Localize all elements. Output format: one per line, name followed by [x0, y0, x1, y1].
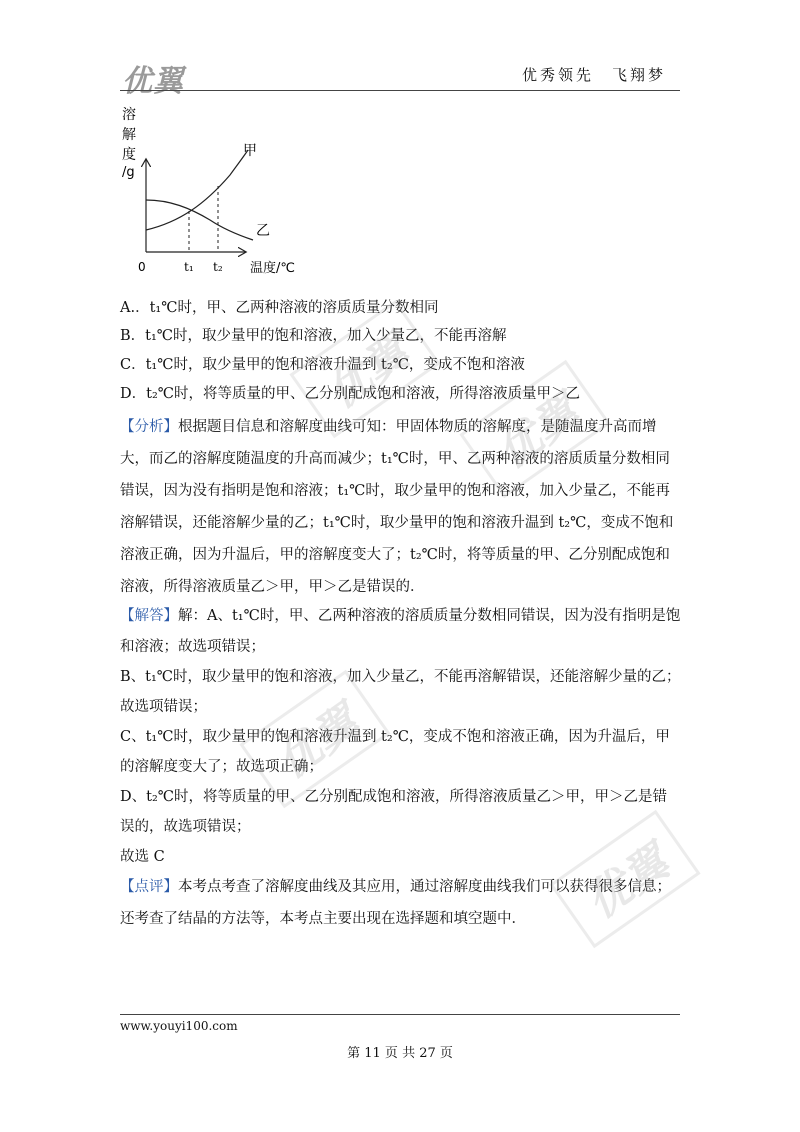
solubility-graph [110, 100, 310, 285]
analysis-line: 溶液，所得溶液质量乙＞甲，甲＞乙是错误的． [120, 579, 425, 595]
origin-label: 0 [138, 260, 146, 274]
answer-tag: 【解答】 [120, 608, 178, 624]
answer-line: 和溶液；故选项错误； [120, 639, 265, 655]
slogan: 优秀领先 飞翔梦 [522, 66, 667, 84]
comment-tag: 【点评】 [120, 879, 178, 895]
option-c: C．t₁℃时，取少量甲的饱和溶液升温到 t₂℃，变成不饱和溶液 [120, 357, 525, 373]
answer-line: B、t₁℃时，取少量甲的饱和溶液，加入少量乙，不能再溶解错误，还能溶解少量的乙； [120, 669, 681, 685]
comment-line: 【点评】本考点考查了溶解度曲线及其应用，通过溶解度曲线我们可以获得很多信息； [120, 879, 671, 895]
y-axis-label-3: 度 [122, 147, 136, 163]
answer-line: 误的，故选项错误； [120, 819, 251, 835]
analysis-line: 【分析】根据题目信息和溶解度曲线可知：甲固体物质的溶解度，是随温度升高而增 [120, 419, 657, 435]
option-b: B．t₁℃时，取少量甲的饱和溶液，加入少量乙，不能再溶解 [120, 328, 507, 344]
y-axis-label-4: /g [122, 165, 135, 180]
y-axis-label-2: 解 [122, 127, 136, 143]
series-label-jia: 甲 [243, 143, 257, 159]
answer-line: 故选项错误； [120, 699, 207, 715]
watermark-stamp: 优翼 [459, 360, 610, 498]
watermark-stamp: 优翼 [239, 670, 390, 808]
option-a: A.．t₁℃时，甲、乙两种溶液的溶质质量分数相同 [120, 300, 439, 316]
option-d: D．t₂℃时，将等质量的甲、乙分别配成饱和溶液，所得溶液质量甲＞乙 [120, 386, 580, 402]
series-label-yi: 乙 [256, 223, 270, 239]
page-number: 第 11 页 共 27 页 [347, 1046, 453, 1061]
watermark-stamp: 优翼 [289, 300, 440, 438]
header-divider [120, 90, 680, 91]
curve-jia [146, 150, 248, 230]
analysis-tag: 【分析】 [120, 419, 178, 435]
analysis-line: 溶液正确，因为升温后，甲的溶解度变大了；t₂℃时，将等质量的甲、乙分别配成饱和 [120, 547, 670, 563]
answer-line: C、t₁℃时，取少量甲的饱和溶液升温到 t₂℃，变成不饱和溶液正确，因为升温后，甲 [120, 729, 670, 745]
comment-line: 还考查了结晶的方法等，本考点主要出现在选择题和填空题中． [120, 911, 526, 927]
answer-line: 的溶解度变大了；故选项正确； [120, 759, 323, 775]
t1-label: t₁ [184, 260, 194, 274]
answer-line: 故选 C [120, 849, 165, 865]
watermark-stamp: 优翼 [549, 810, 700, 948]
footer-divider [120, 1014, 680, 1015]
curve-yi [146, 200, 253, 240]
logo: 优翼 [122, 64, 184, 99]
footer-url: www.youyi100.com [120, 1019, 238, 1033]
y-axis-label-1: 溶 [122, 107, 136, 123]
answer-line: D、t₂℃时，将等质量的甲、乙分别配成饱和溶液，所得溶液质量乙＞甲，甲＞乙是错 [120, 789, 667, 805]
analysis-line: 错误，因为没有指明是饱和溶液；t₁℃时，取少量甲的饱和溶液，加入少量乙，不能再 [120, 483, 670, 499]
answer-line: 【解答】解：A、t₁℃时，甲、乙两种溶液的溶质质量分数相同错误，因为没有指明是饱 [120, 608, 681, 624]
x-axis-label: 温度/℃ [250, 261, 295, 276]
analysis-line: 大，而乙的溶解度随温度的升高而减少；t₁℃时，甲、乙两种溶液的溶质质量分数相同 [120, 451, 670, 467]
t2-label: t₂ [213, 260, 223, 274]
analysis-line: 溶解错误，还能溶解少量的乙；t₁℃时，取少量甲的饱和溶液升温到 t₂℃，变成不饱和 [120, 515, 674, 531]
